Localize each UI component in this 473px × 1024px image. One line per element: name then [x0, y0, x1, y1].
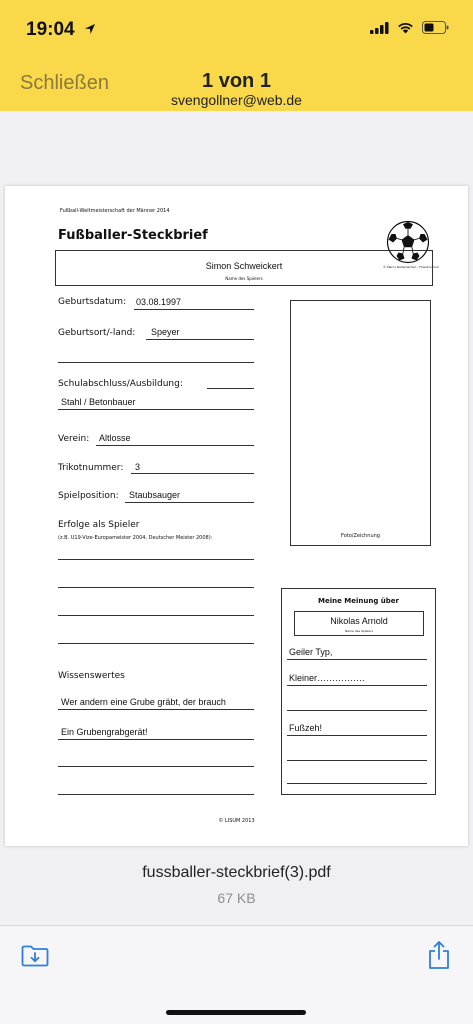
status-icons [370, 21, 449, 39]
opinion-rule-3 [287, 710, 427, 711]
opinion-line-1: Geiler Typ, [289, 647, 333, 657]
position-label: Spielposition: [58, 491, 119, 501]
trivia-line-1: Wer andern eine Grube gräbt, der brauch [61, 697, 226, 707]
cellular-signal-icon [370, 21, 389, 39]
success-line-3 [58, 615, 254, 616]
success-hint: (z.B. U19-Vize-Europameister 2004, Deutscher Meister 2008): [58, 535, 213, 541]
success-line-4 [58, 643, 254, 644]
location-arrow-icon [84, 22, 96, 40]
opinion-name: Nikolas Arnold [330, 616, 388, 626]
opinion-rule-1 [287, 659, 427, 660]
trivia-label: Wissenswertes [58, 671, 125, 681]
mail-header [0, 0, 473, 111]
close-button[interactable]: Schließen [20, 72, 109, 94]
trivia-line-2: Ein Grubengrabgerät! [61, 727, 148, 737]
birthplace-label: Geburtsort/-land: [58, 328, 136, 338]
club-value: Altlosse [99, 433, 131, 443]
sender-email: svengollner@web.de [171, 92, 302, 108]
doc-copyright: © LISUM 2013 [218, 818, 255, 824]
number-label: Trikotnummer: [58, 463, 124, 473]
doc-top-caption: Fußball-Weltmeisterschaft der Männer 2014 [60, 208, 170, 214]
birthdate-line [134, 309, 254, 310]
opinion-rule-6 [287, 783, 427, 784]
birthdate-label: Geburtsdatum: [58, 297, 127, 307]
birthdate-value: 03.08.1997 [136, 297, 182, 307]
success-line-1 [58, 559, 254, 560]
success-label: Erfolge als Spieler [58, 520, 140, 530]
opinion-title: Meine Meinung über [318, 597, 399, 605]
number-line [131, 473, 254, 474]
opinion-name-box [294, 611, 424, 636]
trivia-rule-4 [58, 794, 254, 795]
battery-icon [422, 21, 449, 39]
ball-caption: © Marco Rademacher – Freedrui.com [383, 265, 439, 269]
photo-box [290, 300, 431, 546]
trivia-rule-3 [58, 766, 254, 767]
home-indicator [166, 1010, 306, 1015]
education-line-2 [58, 409, 254, 410]
status-time: 19:04 [26, 19, 75, 40]
education-line [207, 388, 254, 389]
club-label: Verein: [58, 434, 90, 444]
opinion-box [281, 588, 436, 795]
opinion-rule-2 [287, 685, 427, 686]
opinion-line-2: Kleiner……………. [289, 673, 365, 683]
player-name-box [55, 250, 433, 286]
success-line-2 [58, 587, 254, 588]
opinion-name-caption: Name des Spielers [344, 629, 374, 633]
birthplace-line [146, 339, 254, 340]
birthplace-value: Speyer [151, 327, 180, 337]
opinion-rule-5 [287, 760, 427, 761]
club-line [96, 445, 254, 446]
trivia-rule-1 [58, 709, 254, 710]
birthplace-line-2 [58, 362, 254, 363]
file-size: 67 KB [217, 890, 256, 906]
photo-caption: Foto/Zeichnung [341, 533, 380, 539]
number-value: 3 [135, 462, 141, 472]
file-name: fussballer-steckbrief(3).pdf [142, 864, 331, 881]
player-name: Simon Schweickert [205, 261, 283, 271]
pdf-page[interactable] [5, 186, 468, 846]
opinion-rule-4 [287, 735, 427, 736]
position-value: Staubsauger [129, 490, 181, 500]
opinion-line-3: Fußzeh! [289, 723, 323, 733]
education-value: Stahl / Betonbauer [61, 397, 136, 407]
attachment-counter: 1 von 1 [202, 70, 271, 92]
download-folder-icon[interactable] [21, 945, 49, 972]
trivia-rule-2 [58, 739, 254, 740]
player-name-caption: Name des Spielers [225, 276, 263, 281]
share-icon[interactable] [427, 940, 451, 975]
doc-title: Fußballer-Steckbrief [58, 228, 208, 243]
position-line [125, 502, 254, 503]
wifi-icon [397, 21, 414, 39]
education-label: Schulabschluss/Ausbildung: [58, 379, 183, 389]
